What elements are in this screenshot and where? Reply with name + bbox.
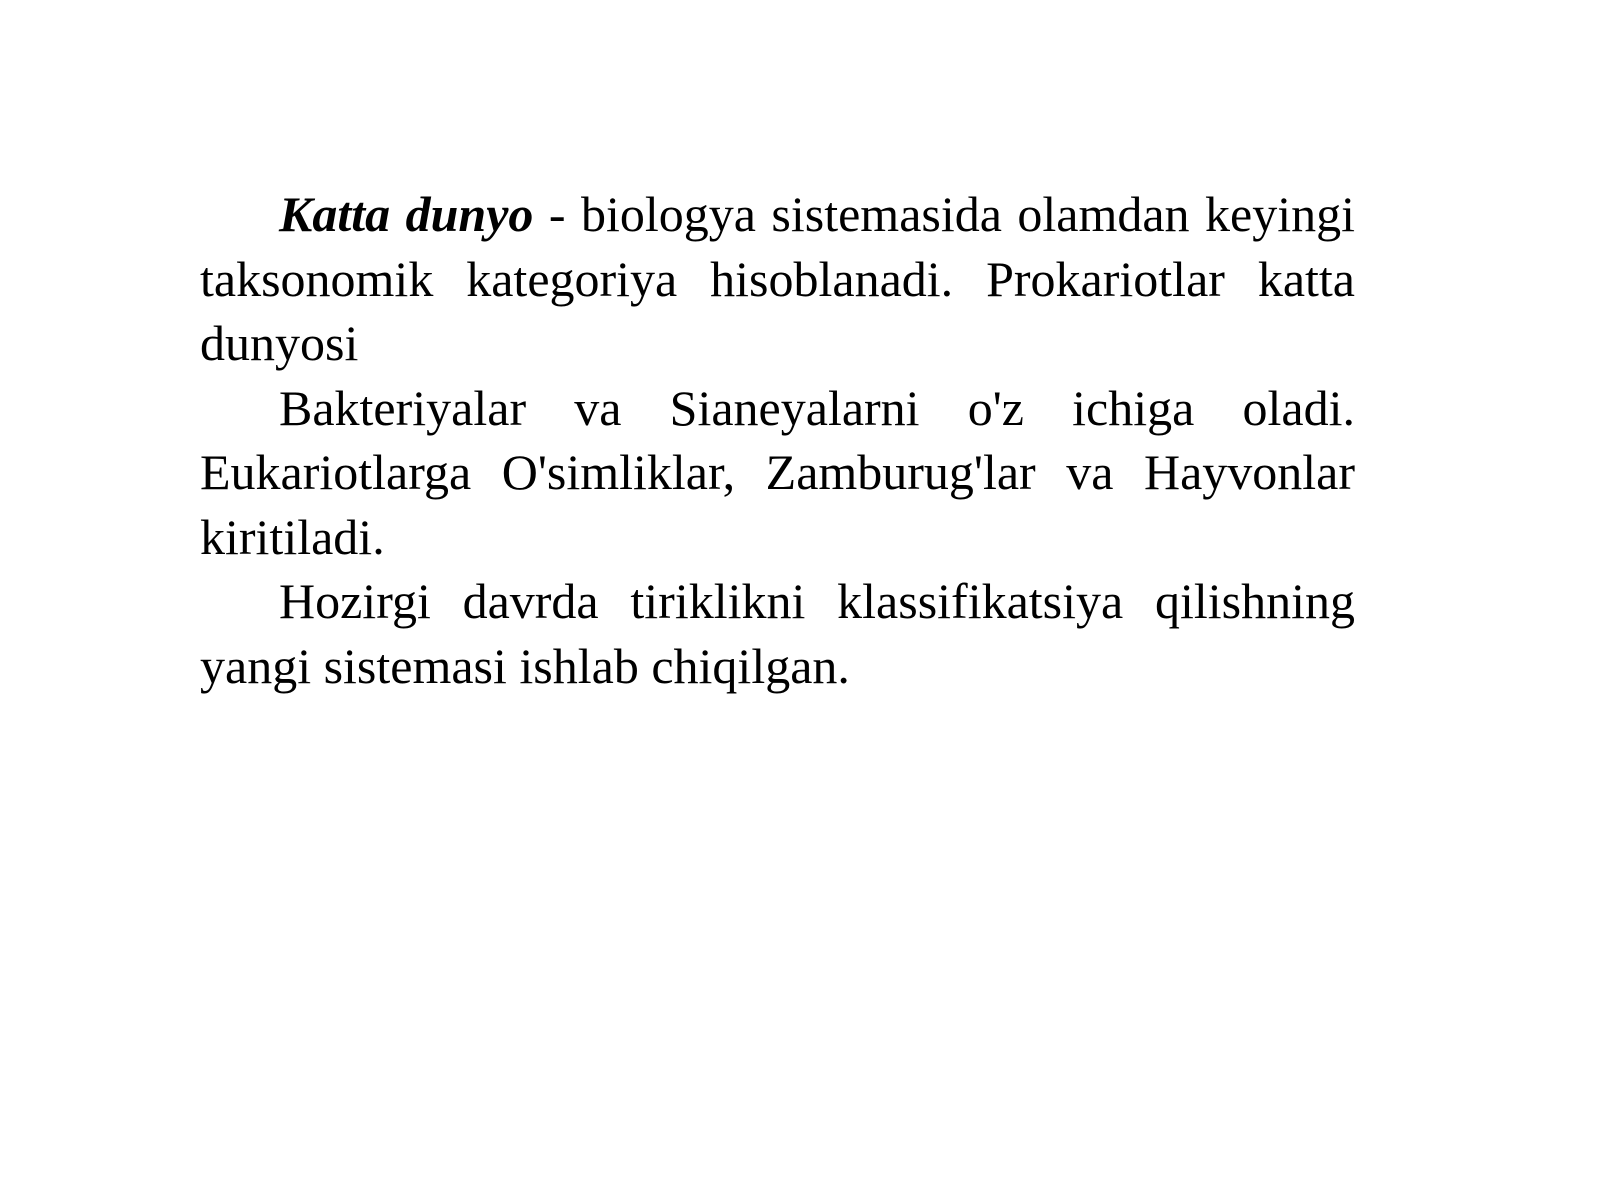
paragraph-1 — [200, 182, 1355, 376]
paragraph-1-text: - biologya sistemasida olamdan keyingi taksonomik kategoriya hisoblanadi. Prokariotlar katta dunyosi — [200, 186, 1355, 371]
paragraph-3-text: Hozirgi davrda tiriklikni klassifikatsiya qilishning yangi sistemasi ishlab chiqilgan. — [200, 573, 1355, 694]
term-katta-dunyo: Katta dunyo — [279, 186, 534, 242]
paragraph-2 — [200, 376, 1355, 570]
text-body — [200, 182, 1355, 698]
paragraph-2-text: Bakteriyalar va Sianeyalarni o'z ichiga oladi. Eukariotlarga O'simliklar, Zamburug'lar va Hayvonlar kiritiladi. — [200, 379, 1355, 565]
paragraph-3 — [200, 569, 1355, 698]
